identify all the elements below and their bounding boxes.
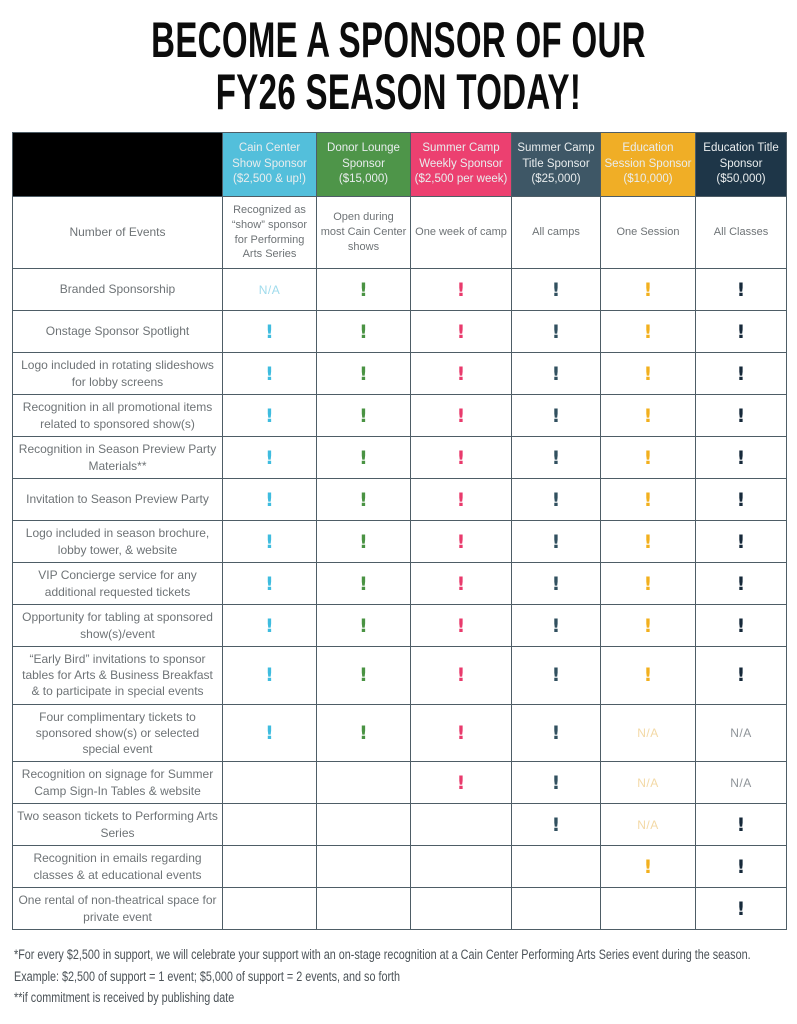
included-mark: ! xyxy=(359,572,368,595)
benefit-cell-education-title xyxy=(696,269,787,311)
benefit-row xyxy=(13,479,787,521)
benefit-cell-donor-lounge xyxy=(317,521,411,563)
benefit-row xyxy=(13,563,787,605)
included-mark: ! xyxy=(643,664,653,687)
footnote-line: **if commitment is received by publishing date xyxy=(14,990,235,1006)
benefit-cell-education-title xyxy=(696,888,787,930)
benefit-cell-education-title xyxy=(696,804,787,846)
included-mark: ! xyxy=(265,320,274,343)
included-mark: ! xyxy=(736,664,746,687)
benefit-cell-education-session xyxy=(601,437,696,479)
included-mark: ! xyxy=(736,813,746,836)
benefit-cell-education-session xyxy=(601,269,696,311)
benefit-row xyxy=(13,353,787,395)
benefit-cell-summer-camp-title xyxy=(512,563,601,605)
included-mark: ! xyxy=(736,614,746,637)
benefit-cell-cain-center-show xyxy=(223,704,317,762)
included-mark: ! xyxy=(265,664,274,687)
benefit-cell-cain-center-show xyxy=(223,762,317,804)
benefit-cell-cain-center-show xyxy=(223,437,317,479)
benefit-cell-summer-camp-title xyxy=(512,888,601,930)
included-mark: ! xyxy=(736,320,746,343)
benefit-row xyxy=(13,605,787,647)
included-mark: ! xyxy=(456,614,466,637)
included-mark: ! xyxy=(456,721,466,744)
benefit-cell-summer-camp-title xyxy=(512,353,601,395)
benefit-label: Onstage Sponsor Spotlight xyxy=(13,311,223,353)
column-header-education-title: Education Title Sponsor ($50,000) xyxy=(696,133,787,197)
benefit-label: Two season tickets to Performing Arts Series xyxy=(13,804,223,846)
benefit-cell-summer-camp-weekly xyxy=(411,846,512,888)
benefit-cell-summer-camp-title xyxy=(512,479,601,521)
benefit-cell-education-title xyxy=(696,605,787,647)
benefit-cell-donor-lounge xyxy=(317,479,411,521)
included-mark: ! xyxy=(551,446,561,469)
benefit-cell-education-session xyxy=(601,311,696,353)
included-mark: ! xyxy=(736,530,746,553)
benefit-cell-cain-center-show xyxy=(223,479,317,521)
included-mark: ! xyxy=(265,721,274,744)
included-mark: ! xyxy=(551,362,561,385)
included-mark: ! xyxy=(359,488,368,511)
benefit-cell-education-title xyxy=(696,846,787,888)
included-mark: ! xyxy=(359,278,368,301)
included-mark: ! xyxy=(551,572,561,595)
benefit-cell-summer-camp-title xyxy=(512,395,601,437)
benefit-cell-donor-lounge xyxy=(317,605,411,647)
column-header-donor-lounge: Donor Lounge Sponsor ($15,000) xyxy=(317,133,411,197)
events-row xyxy=(13,197,787,269)
included-mark: ! xyxy=(265,362,274,385)
benefit-cell-education-session xyxy=(601,888,696,930)
benefit-cell-summer-camp-weekly xyxy=(411,437,512,479)
benefit-label: Recognition in emails regarding classes & at educational events xyxy=(13,846,223,888)
benefit-row xyxy=(13,762,787,804)
events-cell-summer-camp-weekly: One week of camp xyxy=(411,197,512,269)
included-mark: ! xyxy=(643,530,653,553)
sponsor-table-head xyxy=(13,133,787,197)
benefit-cell-summer-camp-weekly xyxy=(411,395,512,437)
included-mark: ! xyxy=(359,446,368,469)
included-mark: ! xyxy=(359,721,368,744)
included-mark: ! xyxy=(643,278,653,301)
benefit-cell-cain-center-show xyxy=(223,521,317,563)
benefit-cell-summer-camp-weekly xyxy=(411,762,512,804)
not-applicable-label: N/A xyxy=(730,775,752,790)
benefit-row xyxy=(13,269,787,311)
included-mark: ! xyxy=(643,855,653,878)
events-row-label: Number of Events xyxy=(13,197,223,269)
benefit-row xyxy=(13,704,787,762)
benefit-cell-summer-camp-title xyxy=(512,846,601,888)
benefit-label: Recognition on signage for Summer Camp Sign-In Tables & website xyxy=(13,762,223,804)
included-mark: ! xyxy=(551,320,561,343)
included-mark: ! xyxy=(265,446,274,469)
included-mark: ! xyxy=(551,530,561,553)
included-mark: ! xyxy=(736,572,746,595)
benefit-cell-summer-camp-title xyxy=(512,311,601,353)
events-cell-summer-camp-title: All camps xyxy=(512,197,601,269)
included-mark: ! xyxy=(265,488,274,511)
benefit-cell-education-session xyxy=(601,353,696,395)
benefit-cell-education-title xyxy=(696,647,787,705)
included-mark: ! xyxy=(456,404,466,427)
not-applicable-label: N/A xyxy=(637,775,659,790)
included-mark: ! xyxy=(265,530,274,553)
included-mark: ! xyxy=(736,362,746,385)
benefit-cell-education-session xyxy=(601,846,696,888)
benefit-cell-cain-center-show xyxy=(223,563,317,605)
benefit-cell-cain-center-show xyxy=(223,311,317,353)
included-mark: ! xyxy=(551,664,561,687)
included-mark: ! xyxy=(359,614,368,637)
benefit-label: Four complimentary tickets to sponsored show(s) or selected special event xyxy=(13,704,223,762)
included-mark: ! xyxy=(551,404,561,427)
benefit-cell-summer-camp-weekly xyxy=(411,521,512,563)
benefit-cell-summer-camp-weekly xyxy=(411,804,512,846)
benefit-cell-donor-lounge xyxy=(317,647,411,705)
benefit-cell-education-session xyxy=(601,647,696,705)
benefit-label: One rental of non-theatrical space for private event xyxy=(13,888,223,930)
benefit-cell-donor-lounge xyxy=(317,563,411,605)
benefit-label: Recognition in Season Preview Party Materials** xyxy=(13,437,223,479)
footnote-line: Example: $2,500 of support = 1 event; $5,000 of support = 2 events, and so forth xyxy=(14,968,401,984)
included-mark: ! xyxy=(551,813,561,836)
events-cell-donor-lounge: Open during most Cain Center shows xyxy=(317,197,411,269)
benefit-cell-cain-center-show xyxy=(223,846,317,888)
included-mark: ! xyxy=(456,771,466,794)
benefit-cell-summer-camp-weekly xyxy=(411,269,512,311)
column-header-education-session: Education Session Sponsor ($10,000) xyxy=(601,133,696,197)
benefit-row xyxy=(13,804,787,846)
benefit-cell-education-session xyxy=(601,762,696,804)
benefit-cell-donor-lounge xyxy=(317,888,411,930)
benefit-cell-summer-camp-title xyxy=(512,647,601,705)
included-mark: ! xyxy=(736,446,746,469)
included-mark: ! xyxy=(643,362,653,385)
benefit-cell-education-session xyxy=(601,804,696,846)
not-applicable-label: N/A xyxy=(730,725,752,740)
benefit-cell-donor-lounge xyxy=(317,311,411,353)
included-mark: ! xyxy=(736,897,746,920)
benefit-cell-summer-camp-weekly xyxy=(411,353,512,395)
benefit-cell-summer-camp-weekly xyxy=(411,704,512,762)
benefit-cell-education-title xyxy=(696,353,787,395)
included-mark: ! xyxy=(456,572,466,595)
included-mark: ! xyxy=(456,278,466,301)
benefit-cell-education-title xyxy=(696,521,787,563)
benefit-cell-cain-center-show xyxy=(223,353,317,395)
benefit-label: Invitation to Season Preview Party xyxy=(13,479,223,521)
included-mark: ! xyxy=(265,404,274,427)
benefit-cell-cain-center-show xyxy=(223,395,317,437)
included-mark: ! xyxy=(359,530,368,553)
benefit-cell-summer-camp-weekly xyxy=(411,647,512,705)
page-title-line2: FY26 SEASON TODAY! xyxy=(215,64,582,120)
benefit-cell-cain-center-show xyxy=(223,269,317,311)
benefit-cell-cain-center-show xyxy=(223,888,317,930)
footnotes xyxy=(14,944,797,1009)
page-title xyxy=(0,0,797,118)
benefit-cell-education-title xyxy=(696,563,787,605)
included-mark: ! xyxy=(551,771,561,794)
included-mark: ! xyxy=(736,855,746,878)
benefit-cell-education-session xyxy=(601,479,696,521)
benefit-row xyxy=(13,437,787,479)
benefit-cell-summer-camp-title xyxy=(512,704,601,762)
included-mark: ! xyxy=(643,488,653,511)
benefit-label: Recognition in all promotional items related to sponsored show(s) xyxy=(13,395,223,437)
included-mark: ! xyxy=(551,488,561,511)
benefit-row xyxy=(13,888,787,930)
included-mark: ! xyxy=(456,446,466,469)
benefit-cell-donor-lounge xyxy=(317,437,411,479)
benefit-cell-cain-center-show xyxy=(223,804,317,846)
benefit-label: VIP Concierge service for any additional requested tickets xyxy=(13,563,223,605)
included-mark: ! xyxy=(643,614,653,637)
included-mark: ! xyxy=(265,614,274,637)
benefit-cell-summer-camp-title xyxy=(512,437,601,479)
header-row xyxy=(13,133,787,197)
sponsor-table-body xyxy=(13,197,787,930)
benefit-cell-summer-camp-title xyxy=(512,521,601,563)
footnote-line: *For every $2,500 in support, we will celebrate your support with an on-stage recognition at a Cain Center Performing Arts Series event during the season. xyxy=(14,947,751,963)
benefit-cell-summer-camp-title xyxy=(512,762,601,804)
included-mark: ! xyxy=(736,404,746,427)
benefit-cell-summer-camp-title xyxy=(512,269,601,311)
included-mark: ! xyxy=(456,530,466,553)
included-mark: ! xyxy=(551,278,561,301)
events-cell-cain-center-show: Recognized as “show” sponsor for Performing Arts Series xyxy=(223,197,317,269)
included-mark: ! xyxy=(359,404,368,427)
benefit-cell-education-session xyxy=(601,704,696,762)
benefit-cell-education-session xyxy=(601,395,696,437)
benefit-cell-donor-lounge xyxy=(317,353,411,395)
not-applicable-label: N/A xyxy=(637,817,659,832)
column-header-cain-center-show: Cain Center Show Sponsor ($2,500 & up!) xyxy=(223,133,317,197)
benefit-cell-education-title xyxy=(696,479,787,521)
benefit-cell-summer-camp-weekly xyxy=(411,888,512,930)
benefit-cell-donor-lounge xyxy=(317,804,411,846)
included-mark: ! xyxy=(643,404,653,427)
benefit-cell-education-session xyxy=(601,521,696,563)
benefit-row xyxy=(13,647,787,705)
benefit-cell-cain-center-show xyxy=(223,647,317,705)
benefit-cell-summer-camp-title xyxy=(512,605,601,647)
included-mark: ! xyxy=(643,572,653,595)
benefit-cell-education-title xyxy=(696,395,787,437)
benefit-cell-summer-camp-weekly xyxy=(411,563,512,605)
included-mark: ! xyxy=(359,664,368,687)
benefit-cell-education-session xyxy=(601,563,696,605)
benefit-row xyxy=(13,521,787,563)
benefit-cell-summer-camp-weekly xyxy=(411,605,512,647)
benefit-cell-donor-lounge xyxy=(317,762,411,804)
benefit-cell-cain-center-show xyxy=(223,605,317,647)
benefit-label: Logo included in season brochure, lobby tower, & website xyxy=(13,521,223,563)
not-applicable-label: N/A xyxy=(637,725,659,740)
benefit-cell-education-title xyxy=(696,762,787,804)
benefit-row xyxy=(13,395,787,437)
included-mark: ! xyxy=(643,320,653,343)
not-applicable-label: N/A xyxy=(258,282,281,297)
sponsor-table xyxy=(12,132,787,930)
included-mark: ! xyxy=(736,488,746,511)
included-mark: ! xyxy=(359,320,368,343)
benefit-cell-summer-camp-title xyxy=(512,804,601,846)
benefit-cell-summer-camp-weekly xyxy=(411,311,512,353)
events-cell-education-title: All Classes xyxy=(696,197,787,269)
benefit-cell-education-session xyxy=(601,605,696,647)
benefit-label: “Early Bird” invitations to sponsor tables for Arts & Business Breakfast & to participate in special events xyxy=(13,647,223,705)
benefit-cell-education-title xyxy=(696,704,787,762)
benefit-label: Opportunity for tabling at sponsored show(s)/event xyxy=(13,605,223,647)
benefit-cell-donor-lounge xyxy=(317,704,411,762)
benefit-cell-donor-lounge xyxy=(317,269,411,311)
included-mark: ! xyxy=(456,362,466,385)
benefit-row xyxy=(13,846,787,888)
corner-cell xyxy=(13,133,223,197)
included-mark: ! xyxy=(551,614,561,637)
included-mark: ! xyxy=(265,572,274,595)
column-header-summer-camp-title: Summer Camp Title Sponsor ($25,000) xyxy=(512,133,601,197)
included-mark: ! xyxy=(456,664,466,687)
benefit-cell-donor-lounge xyxy=(317,846,411,888)
benefit-cell-donor-lounge xyxy=(317,395,411,437)
included-mark: ! xyxy=(643,446,653,469)
included-mark: ! xyxy=(736,278,746,301)
benefit-cell-education-title xyxy=(696,311,787,353)
page-title-line1: BECOME A SPONSOR OF OUR xyxy=(151,12,646,68)
benefit-label: Logo included in rotating slideshows for lobby screens xyxy=(13,353,223,395)
benefit-cell-education-title xyxy=(696,437,787,479)
events-cell-education-session: One Session xyxy=(601,197,696,269)
included-mark: ! xyxy=(359,362,368,385)
included-mark: ! xyxy=(456,320,466,343)
column-header-summer-camp-weekly: Summer Camp Weekly Sponsor ($2,500 per week) xyxy=(411,133,512,197)
benefit-row xyxy=(13,311,787,353)
included-mark: ! xyxy=(456,488,466,511)
benefit-label: Branded Sponsorship xyxy=(13,269,223,311)
included-mark: ! xyxy=(551,721,561,744)
benefit-cell-summer-camp-weekly xyxy=(411,479,512,521)
